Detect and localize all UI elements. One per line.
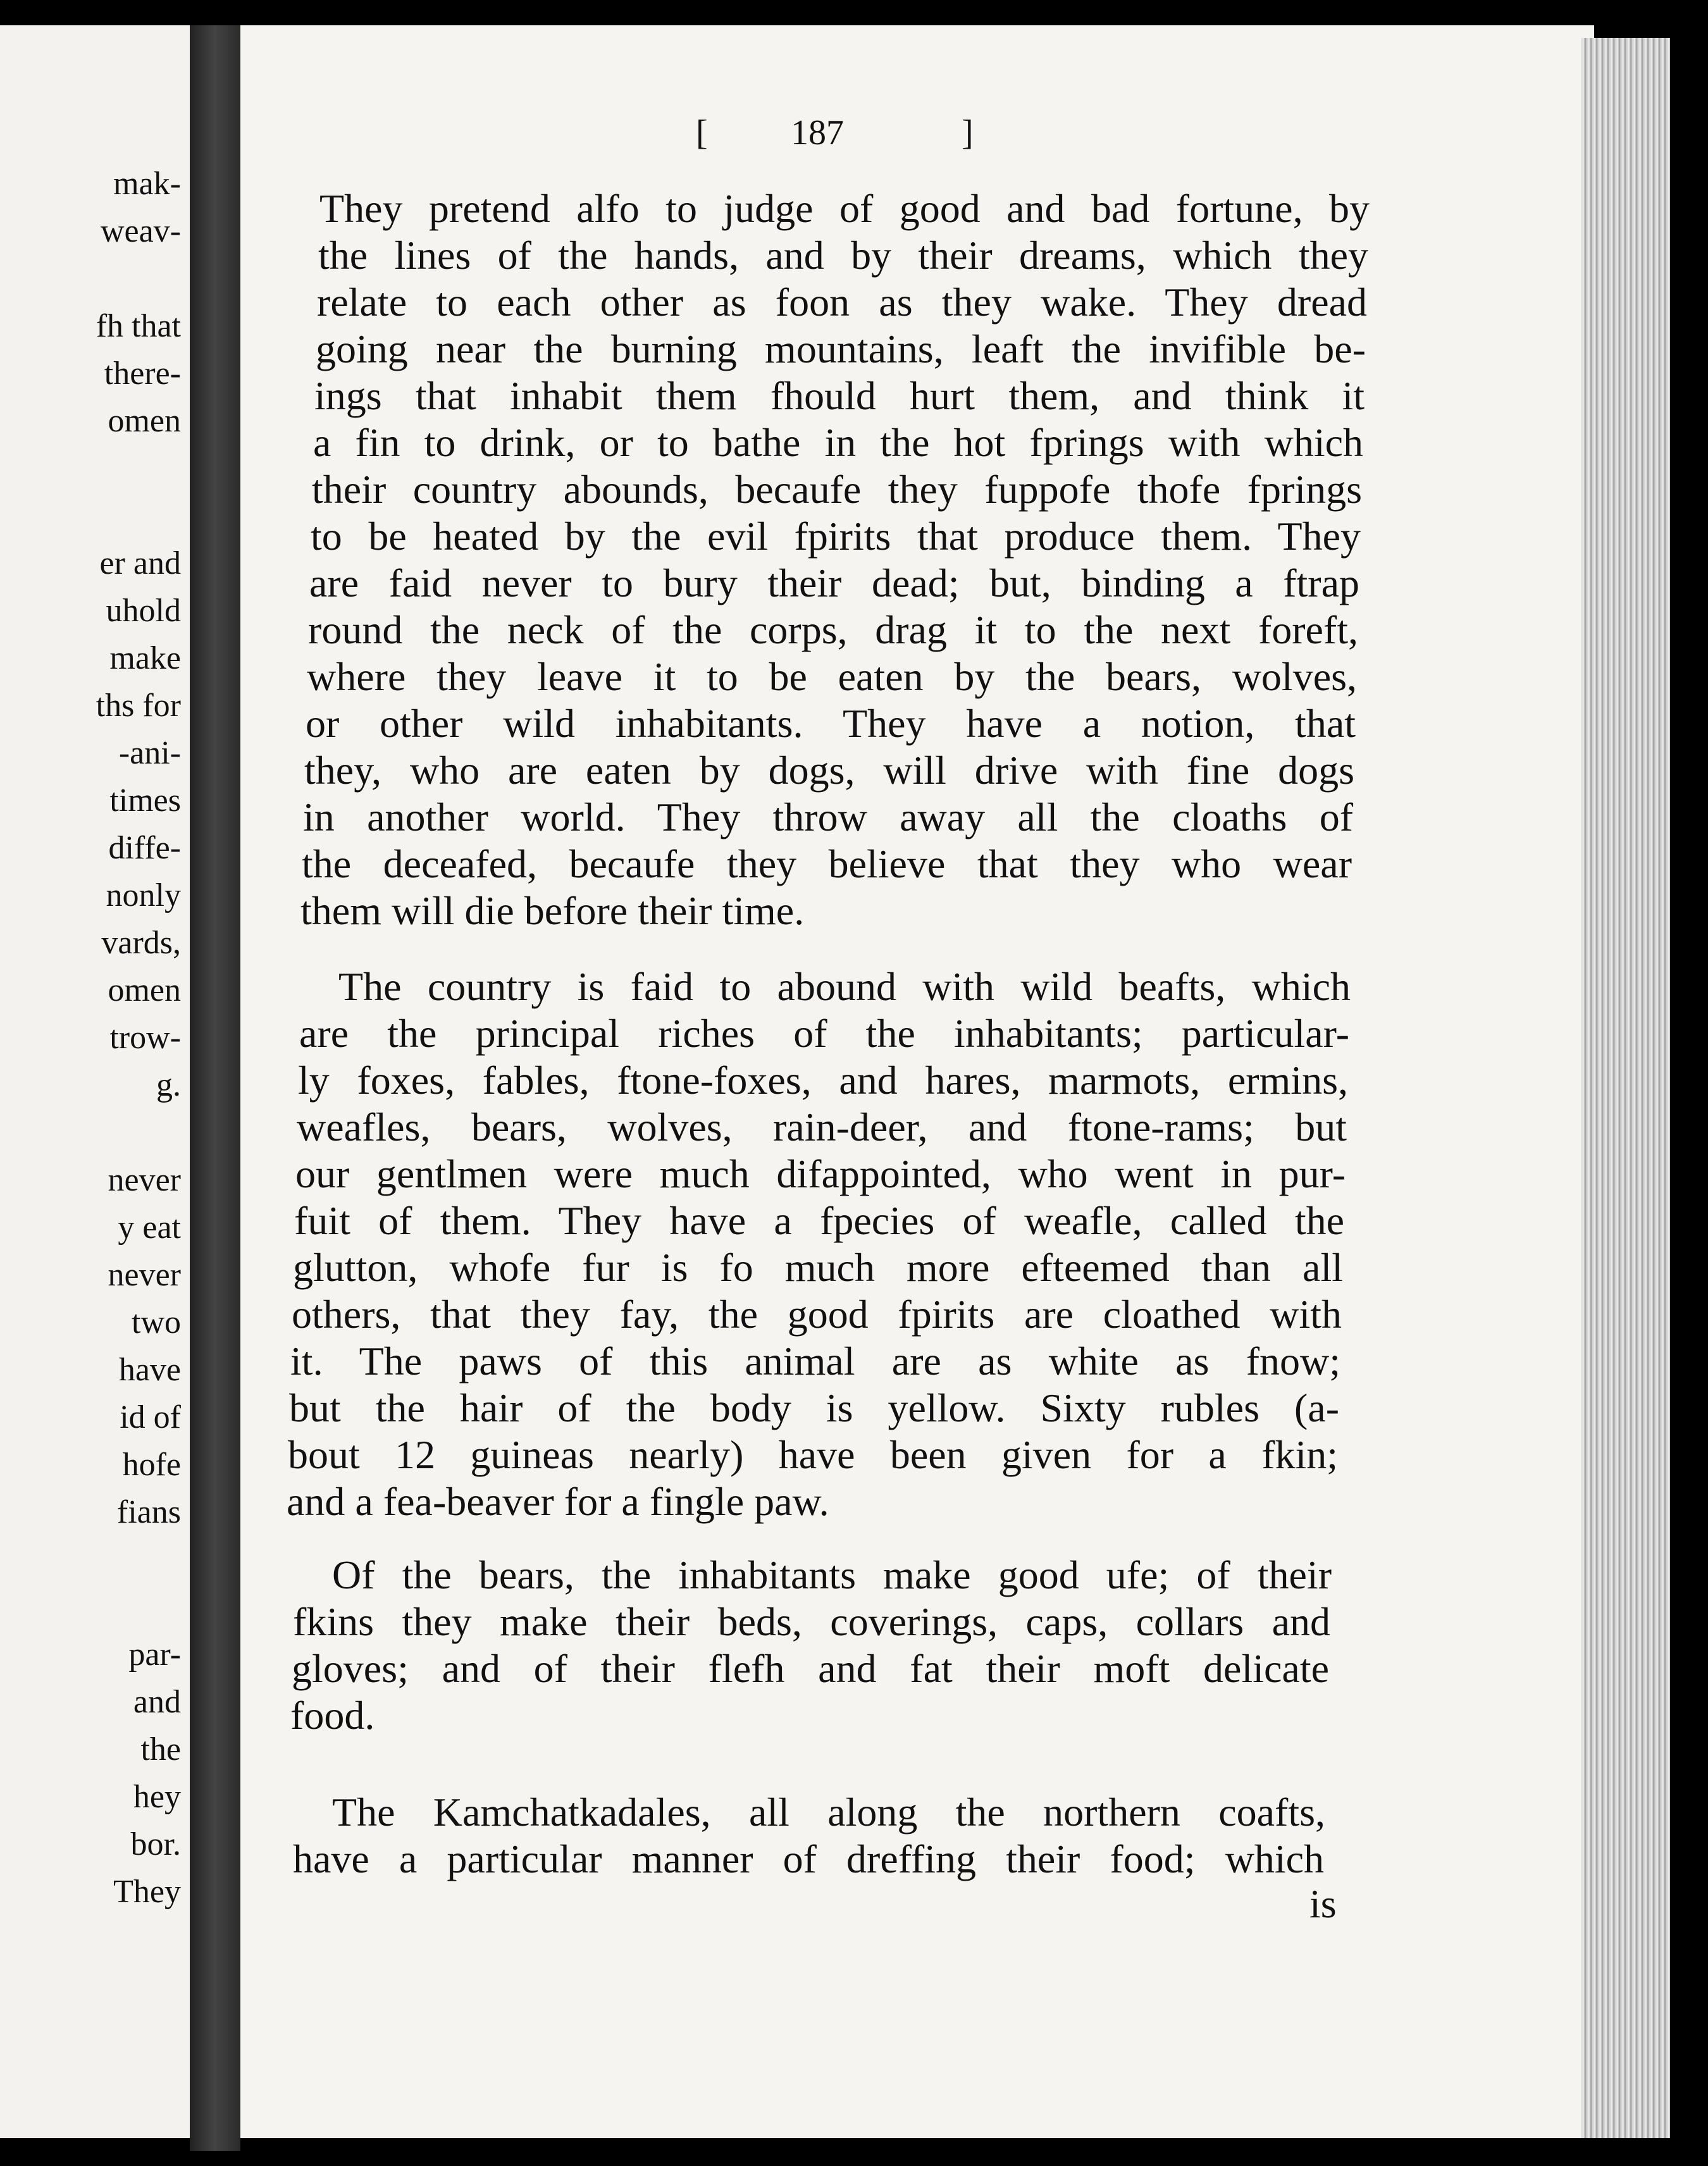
left-page-line: y eat	[118, 1210, 181, 1246]
paragraph-1-line: the lines of the hands, and by their dreams, which they	[318, 233, 1368, 278]
left-page-line: vards,	[101, 925, 181, 961]
paragraph-3-line: gloves; and of their flefh and fat their moft delicate	[292, 1646, 1329, 1691]
left-page-line: omen	[108, 972, 181, 1008]
paragraph-1-line: or other wild inhabitants. They have a notion, that	[306, 701, 1356, 746]
left-page-line: weav-	[100, 213, 181, 249]
left-page-line: uhold	[106, 593, 181, 629]
left-page-line: -ani-	[118, 735, 181, 771]
paragraph-1-line: round the neck of the corps, drag it to the next foreft,	[308, 607, 1358, 652]
left-page-line: two	[132, 1304, 181, 1340]
left-page-line: id of	[120, 1399, 181, 1435]
header-bracket-right: ]	[962, 113, 974, 152]
paragraph-2-line: but the hair of the body is yellow. Sixty rubles (a-	[289, 1385, 1339, 1430]
left-page-line: g.	[156, 1067, 181, 1103]
left-page-line: bor.	[130, 1826, 181, 1862]
paragraph-1-line: a fin to drink, or to bathe in the hot fprings with which	[313, 420, 1363, 465]
paragraph-2-line: bout 12 guineas nearly) have been given for a fkin;	[288, 1432, 1338, 1477]
paragraph-1-line: ings that inhabit them fhould hurt them, and think it	[314, 373, 1365, 418]
left-page-line: hey	[133, 1779, 181, 1815]
paragraph-1-line: going near the burning mountains, leaft the invifible be-	[316, 326, 1366, 371]
paragraph-3-line: fkins they make their beds, coverings, caps, collars and	[293, 1599, 1330, 1644]
page-header	[696, 108, 1075, 158]
paragraph-1-line: relate to each other as foon as they wake. They dread	[317, 280, 1367, 325]
left-page-line: ths for	[96, 688, 181, 724]
paragraph-2-line: it. The paws of this animal are as white as fnow;	[290, 1339, 1340, 1383]
left-page-line: there-	[104, 356, 181, 392]
paragraph-1-line: are faid never to bury their dead; but, binding a ftrap	[309, 560, 1359, 605]
paragraph-4-line: have a particular manner of dreffing their food; which	[293, 1836, 1324, 1881]
page-stack-edges	[1581, 38, 1670, 2138]
left-page-line: They	[113, 1874, 181, 1910]
paragraph-2-line: are the principal riches of the inhabitants; particular-	[299, 1011, 1349, 1056]
main-page	[240, 25, 1594, 2138]
paragraph-1-line: the deceafed, becaufe they believe that they who wear	[302, 841, 1352, 886]
paragraph-2-line: The country is faid to abound with wild beafts, which	[338, 964, 1351, 1009]
left-page-line: omen	[108, 403, 181, 439]
left-page-line: times	[109, 783, 181, 819]
left-page-line: and	[133, 1684, 181, 1720]
paragraph-1-line: They pretend alfo to judge of good and bad fortune, by	[319, 186, 1370, 231]
paragraph-1-line: them will die before their time.	[300, 888, 805, 933]
paragraph-1-line: their country abounds, becaufe they fuppofe thofe fprings	[312, 467, 1362, 512]
left-page-line: the	[140, 1731, 181, 1767]
paragraph-2-line: glutton, whofe fur is fo much more efteemed than all	[293, 1245, 1343, 1290]
paragraph-3-line: Of the bears, the inhabitants make good ufe; of their	[332, 1552, 1332, 1597]
left-page-fragment	[0, 25, 196, 2138]
paragraph-2-line: others, that they fay, the good fpirits are cloathed with	[292, 1292, 1342, 1337]
paragraph-1-line: in another world. They throw away all the cloaths of	[303, 795, 1353, 839]
paragraph-4-line: The Kamchatkadales, all along the northern coafts,	[332, 1790, 1325, 1835]
paragraph-2-line: weafles, bears, wolves, rain-deer, and ftone-rams; but	[297, 1105, 1347, 1149]
paragraph-2-line: our gentlmen were much difappointed, who went in pur-	[295, 1151, 1346, 1196]
left-page-line: mak-	[113, 166, 181, 202]
paragraph-1-line: where they leave it to be eaten by the bears, wolves,	[307, 654, 1357, 699]
left-page-line: make	[109, 640, 181, 676]
header-bracket-left: [	[696, 113, 708, 152]
left-page-line: nonly	[106, 877, 181, 913]
left-page-line: never	[108, 1257, 181, 1293]
page-number: 187	[791, 113, 844, 152]
paragraph-1-line: to be heated by the evil fpirits that produce them. They	[311, 514, 1361, 559]
left-page-line: par-	[128, 1637, 181, 1673]
book-gutter	[190, 25, 240, 2151]
paragraph-2-line: ly foxes, fables, ftone-foxes, and hares, marmots, ermins,	[298, 1058, 1348, 1103]
left-page-line: hofe	[122, 1447, 181, 1483]
left-page-line: er and	[99, 545, 181, 581]
paragraph-3-line: food.	[290, 1693, 375, 1738]
left-page-line: trow-	[109, 1020, 181, 1056]
left-page-line: diffe-	[108, 830, 181, 866]
left-page-line: have	[118, 1352, 181, 1388]
catchword: is	[1309, 1881, 1337, 1926]
left-page-line: never	[108, 1162, 181, 1198]
paragraph-1-line: they, who are eaten by dogs, will drive with fine dogs	[304, 748, 1354, 793]
left-page-line: fians	[116, 1494, 181, 1530]
paragraph-2-line: fuit of them. They have a fpecies of weafle, called the	[294, 1198, 1344, 1243]
paragraph-2-line: and a fea-beaver for a fingle paw.	[287, 1479, 829, 1524]
left-page-line: fh that	[96, 308, 181, 344]
